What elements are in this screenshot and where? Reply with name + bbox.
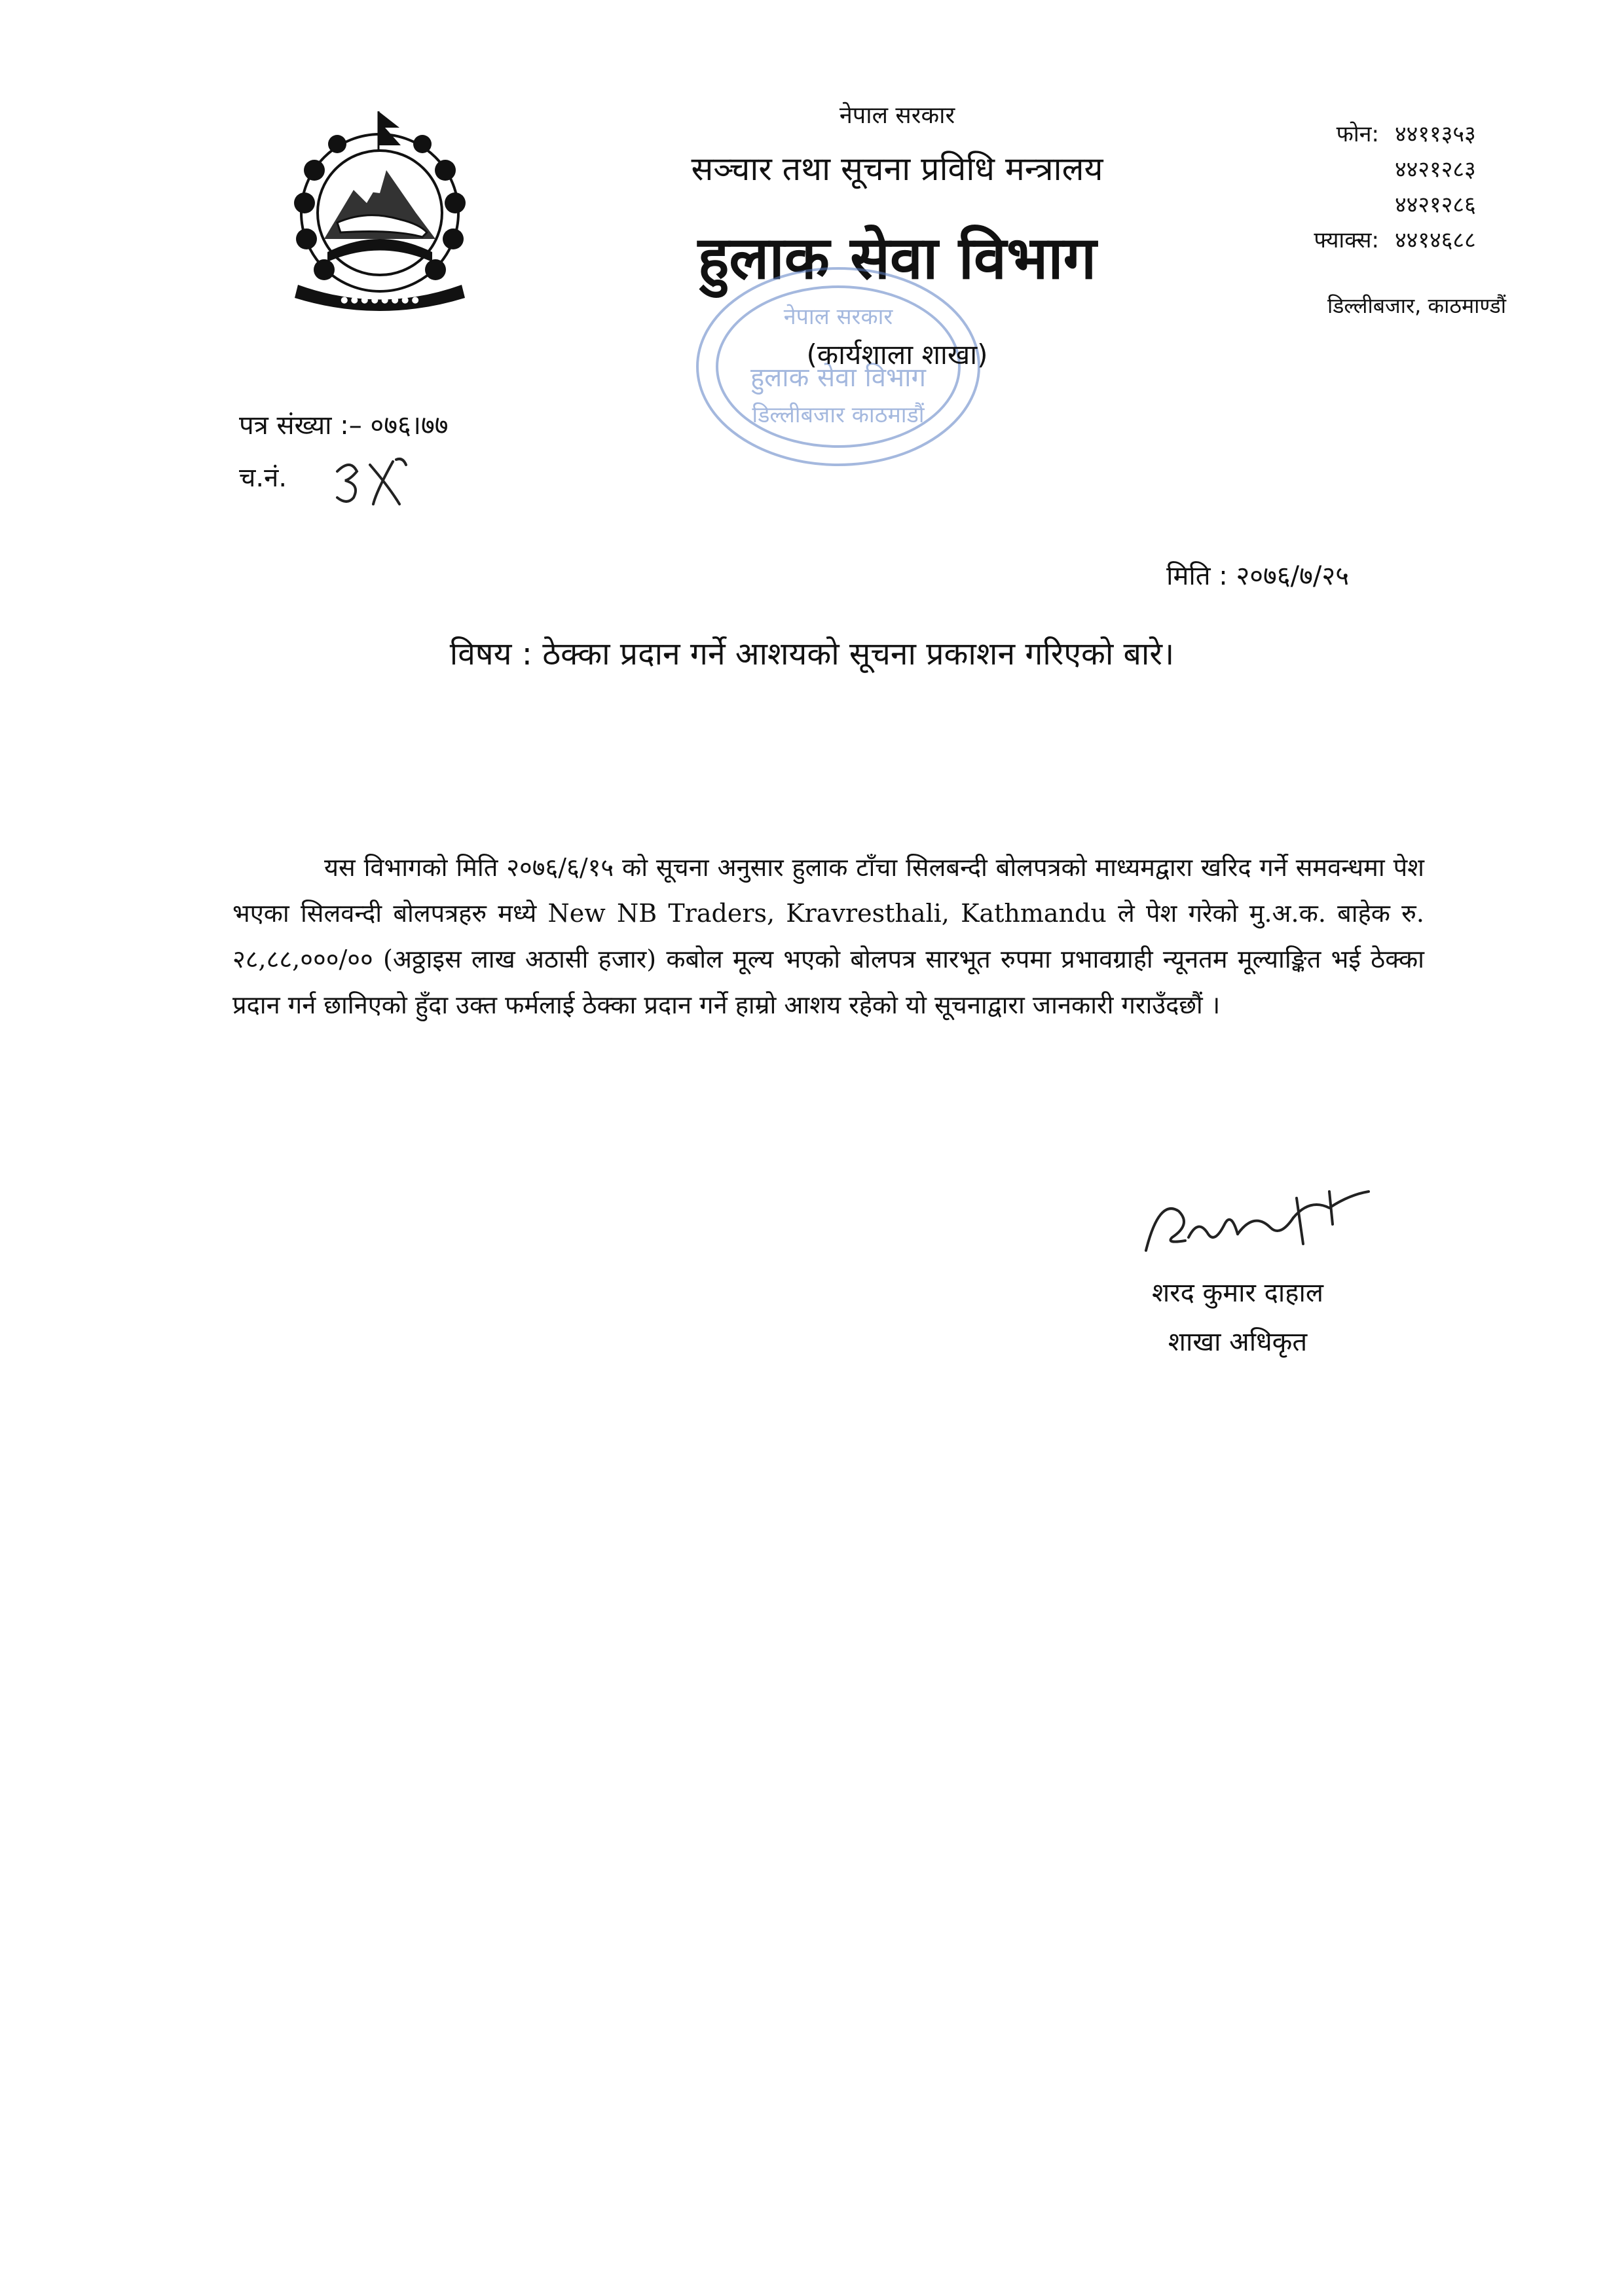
signatory-title: शाखा अधिकृत [1168,1327,1308,1357]
section-name: (कार्यशाला शाखा) [806,338,988,371]
fax-row [1218,223,1506,258]
contact-block [1218,117,1506,258]
fax-number: ४४१४६८८ [1395,227,1476,253]
handwritten-signature-icon [1133,1172,1382,1270]
office-address: डिल्लीबजार, काठमाण्डौं [1327,293,1506,318]
government-name: नेपाल सरकार [839,102,955,129]
nepal-coat-of-arms-icon [275,98,485,314]
letter-date: मिति : २०७६/७/२५ [1166,561,1349,591]
stamp-line-3: डिल्लीबजार काठमाडौं [752,402,925,428]
letter-body: यस विभागको मिति २०७६/६/१५ को सूचना अनुसार हुलाक टाँचा सिलबन्दी बोलपत्रको माध्यमद्वारा खरिद गर्ने समवन्धमा पेश भएका सिलवन्दी बोलपत्रहरु मध्ये New NB Traders, Kravresthali, Kathmandu ले पेश गरेको मु.अ.क. बाहेक रु. २८,८८,०००/०० (अठ्ठाइस लाख अठासी हजार) कबोल मूल्य भएको बोलपत्र सारभूत रुपमा प्रभावग्राही न्यूनतम मूल्याङ्कित भई ठेक्का प्रदान गर्न छानिएको हुँदा उक्त फर्मलाई ठेक्का प्रदान गर्ने हाम्रो आशय रहेको यो सूचनाद्वारा जानकारी गराउँदछौं । [232,853,1424,1019]
letter-number: पत्र संख्या :– ०७६।७७ [239,410,449,441]
phone-number: ४४११३५३ [1395,121,1476,147]
signatory-name: शरद कुमार दाहाल [1152,1278,1323,1308]
svg-text:● ● ● ● ● ● ● ●: ● ● ● ● ● ● ● ● [341,295,419,305]
phone-number: ४४२१२८६ [1395,192,1476,218]
phone-row-3 [1218,187,1506,223]
phone-row-1 [1218,117,1506,152]
stamp-line-2: हुलाक सेवा विभाग [750,363,927,393]
phone-row-2 [1218,152,1506,187]
letter-subject: विषय : ठेक्का प्रदान गर्ने आशयको सूचना प्रकाशन गरिएको बारे। [449,636,1175,672]
stamp-line-1: नेपाल सरकार [783,304,893,330]
ministry-name: सञ्चार तथा सूचना प्रविधि मन्त्रालय [691,150,1103,188]
handwritten-registration-number [331,452,409,511]
fax-label: फ्याक्स: [1314,227,1379,253]
phone-number: ४४२१२८३ [1395,156,1476,183]
department-name: हुलाक सेवा विभाग [697,224,1097,293]
phone-label: फोन: [1336,121,1379,147]
registration-label: च.नं. [239,463,287,493]
